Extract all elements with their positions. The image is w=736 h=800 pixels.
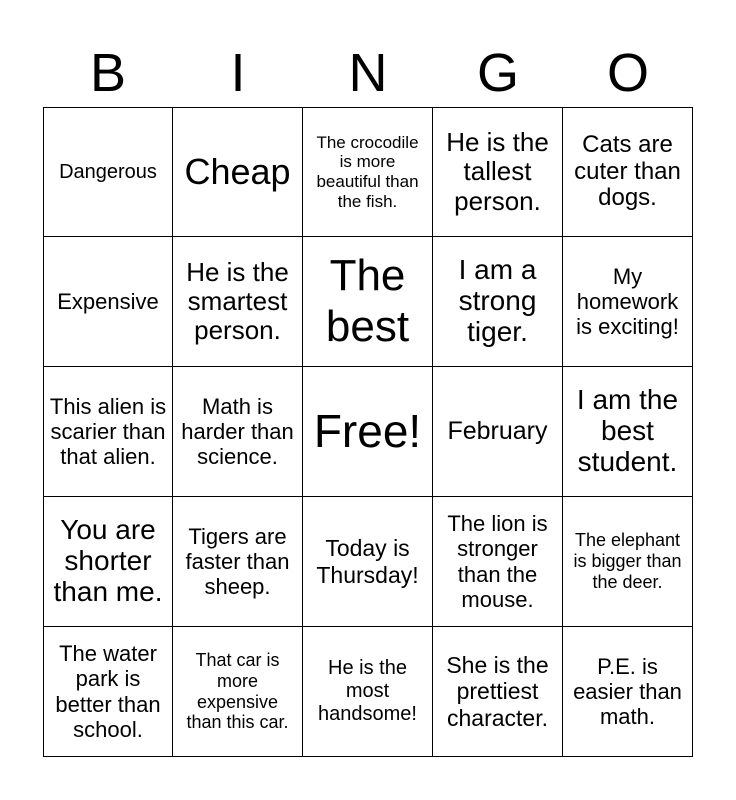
bingo-cell[interactable]: That car is more expensive than this car. xyxy=(173,627,303,757)
bingo-cell[interactable]: The elephant is bigger than the deer. xyxy=(563,497,693,627)
bingo-cell[interactable]: She is the prettiest character. xyxy=(433,627,563,757)
bingo-cell[interactable]: Expensive xyxy=(43,237,173,367)
bingo-cell[interactable]: Cats are cuter than dogs. xyxy=(563,107,693,237)
bingo-header xyxy=(43,40,693,106)
header-letter-n: N xyxy=(348,43,388,103)
bingo-cell[interactable]: He is the most handsome! xyxy=(303,627,433,757)
bingo-cell[interactable]: Cheap xyxy=(173,107,303,237)
bingo-cell[interactable]: I am the best student. xyxy=(563,367,693,497)
bingo-board xyxy=(43,107,693,757)
bingo-cell[interactable]: The water park is better than school. xyxy=(43,627,173,757)
free-space-cell[interactable]: Free! xyxy=(303,367,433,497)
bingo-cell[interactable]: I am a strong tiger. xyxy=(433,237,563,367)
bingo-cell[interactable]: My homework is exciting! xyxy=(563,237,693,367)
header-letter-g: G xyxy=(476,43,519,103)
bingo-cell[interactable]: The lion is stronger than the mouse. xyxy=(433,497,563,627)
header-letter-o: O xyxy=(606,43,649,103)
bingo-cell[interactable]: He is the smartest person. xyxy=(173,237,303,367)
bingo-cell[interactable]: He is the tallest person. xyxy=(433,107,563,237)
bingo-cell[interactable]: P.E. is easier than math. xyxy=(563,627,693,757)
header-letter-b: B xyxy=(89,43,127,103)
header-letter-i: I xyxy=(230,43,246,103)
bingo-cell[interactable]: The crocodile is more beautiful than the fish. xyxy=(303,107,433,237)
bingo-cell[interactable]: This alien is scarier than that alien. xyxy=(43,367,173,497)
bingo-cell[interactable]: Tigers are faster than sheep. xyxy=(173,497,303,627)
bingo-cell[interactable]: February xyxy=(433,367,563,497)
bingo-cell[interactable]: Today is Thursday! xyxy=(303,497,433,627)
bingo-cell[interactable]: Dangerous xyxy=(43,107,173,237)
bingo-cell[interactable]: Math is harder than science. xyxy=(173,367,303,497)
bingo-cell[interactable]: You are shorter than me. xyxy=(43,497,173,627)
bingo-cell[interactable]: The best xyxy=(303,237,433,367)
